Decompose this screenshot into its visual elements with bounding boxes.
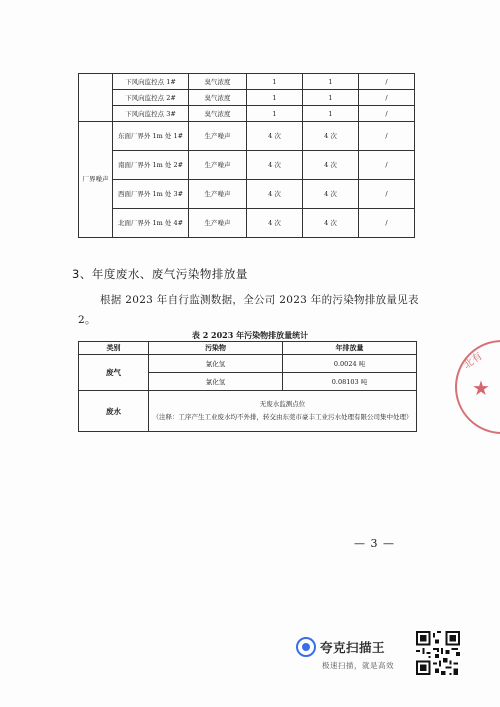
table-row — [79, 90, 415, 106]
location-cell: 南面厂界外 1m 处 2# — [113, 151, 189, 180]
item-cell: 臭气浓度 — [189, 74, 247, 90]
amount-cell: 0.0024 吨 — [283, 355, 417, 373]
page-number: — 3 — — [354, 537, 395, 550]
note-cell: / — [359, 151, 415, 180]
count-cell: 4 次 — [303, 209, 359, 238]
table2-title: 表 2 2023 年污染物排放量统计 — [191, 330, 309, 340]
table-row — [79, 180, 415, 209]
monitoring-table — [78, 73, 415, 238]
note-cell: / — [359, 209, 415, 238]
note-cell: / — [359, 106, 415, 122]
table-row — [79, 355, 417, 373]
table-row — [79, 74, 415, 90]
scanner-logo-icon — [296, 637, 316, 657]
count-cell: 4 次 — [247, 151, 303, 180]
item-cell: 臭气浓度 — [189, 106, 247, 122]
count-cell: 1 — [303, 74, 359, 90]
count-cell: 4 次 — [303, 122, 359, 151]
water-note-cell: 无废水监测点位 （注释：工序产生工业废水均不外排，转交由东莞市豪丰工业污水处理有限公司集中处理） — [149, 391, 417, 432]
stamp-text: 北有 — [461, 350, 485, 372]
count-cell: 4 次 — [247, 122, 303, 151]
count-cell: 1 — [247, 106, 303, 122]
count-cell: 1 — [247, 90, 303, 106]
item-cell: 臭气浓度 — [189, 90, 247, 106]
location-cell: 东面厂界外 1m 处 1# — [113, 122, 189, 151]
item-cell: 生产噪声 — [189, 180, 247, 209]
pollutant-cell: 氯化氢 — [149, 355, 283, 373]
stamp-star-icon: ★ — [472, 376, 490, 400]
count-cell: 4 次 — [303, 180, 359, 209]
header-pollutant: 污染物 — [149, 342, 283, 355]
item-cell: 生产噪声 — [189, 122, 247, 151]
table-row — [79, 106, 415, 122]
header-category: 类别 — [79, 342, 149, 355]
noise-category-cell: 厂界噪声 — [79, 122, 113, 238]
location-cell: 下风向监控点 2# — [113, 90, 189, 106]
count-cell: 4 次 — [247, 180, 303, 209]
watermark-app-name: 夸克扫描王 — [320, 640, 386, 655]
pollutant-cell: 氯化氢 — [149, 373, 283, 391]
table-row — [79, 209, 415, 238]
header-amount: 年排放量 — [283, 342, 417, 355]
watermark-slogan: 极速扫描，就是高效 — [322, 661, 394, 670]
location-cell: 下风向监控点 3# — [113, 106, 189, 122]
location-cell: 北面厂界外 1m 处 4# — [113, 209, 189, 238]
count-cell: 4 次 — [303, 151, 359, 180]
table-row — [79, 122, 415, 151]
count-cell: 4 次 — [247, 209, 303, 238]
amount-cell: 0.08103 吨 — [283, 373, 417, 391]
count-cell: 1 — [247, 74, 303, 90]
qr-code-icon — [416, 631, 460, 675]
table-header-row — [79, 342, 417, 355]
item-cell: 生产噪声 — [189, 151, 247, 180]
emissions-table — [78, 341, 417, 432]
note-cell: / — [359, 180, 415, 209]
body-paragraph: 根据 2023 年自行监测数据，全公司 2023 年的污染物排放量见表 2。 — [78, 294, 419, 326]
water-category-cell: 废水 — [79, 391, 149, 432]
note-cell: / — [359, 74, 415, 90]
gas-category-cell: 废气 — [79, 355, 149, 391]
note-cell: / — [359, 90, 415, 106]
table-row — [79, 151, 415, 180]
item-cell: 生产噪声 — [189, 209, 247, 238]
count-cell: 1 — [303, 106, 359, 122]
location-cell: 下风向监控点 1# — [113, 74, 189, 90]
section-heading: 3、年度废水、废气污染物排放量 — [72, 267, 248, 281]
table-row — [79, 391, 417, 432]
note-cell: / — [359, 122, 415, 151]
count-cell: 1 — [303, 90, 359, 106]
category-cell-empty — [79, 74, 113, 122]
location-cell: 西面厂界外 1m 处 3# — [113, 180, 189, 209]
